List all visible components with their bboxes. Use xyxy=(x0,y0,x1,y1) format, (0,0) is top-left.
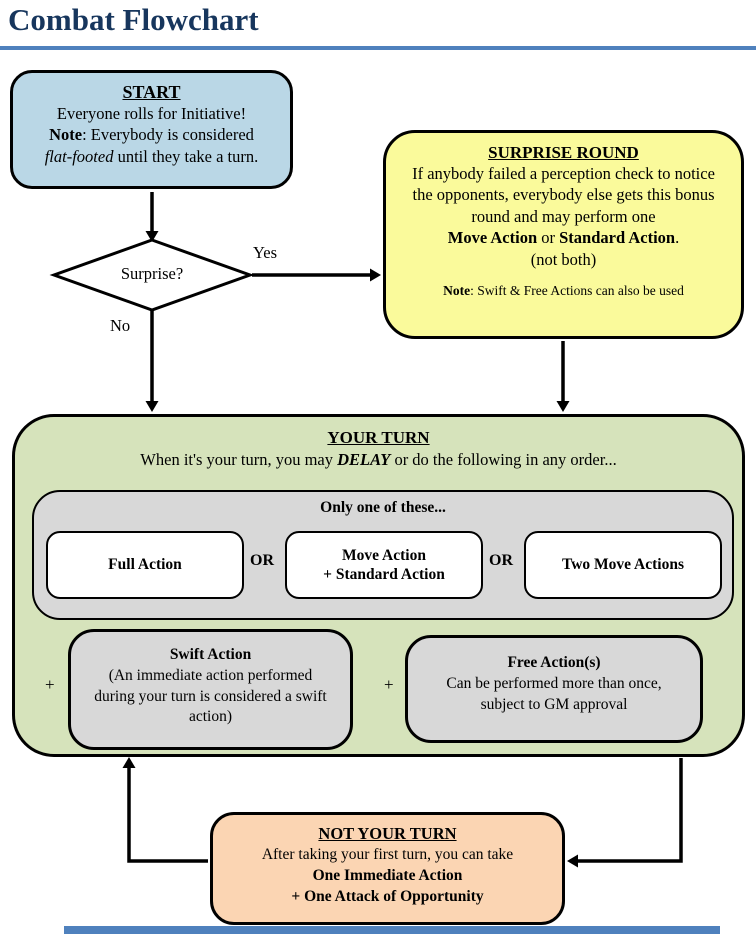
plus-label-2: + xyxy=(384,675,394,694)
move-standard-label xyxy=(323,546,445,585)
surprise-body xyxy=(400,163,727,227)
subtitle-post: or do the following in any order... xyxy=(390,450,617,469)
start-node xyxy=(10,70,293,189)
surprise-note-label: Note xyxy=(443,283,471,299)
free-action-title: Free Action(s) xyxy=(507,654,601,671)
arrow-not-your-turn-to-your-turn xyxy=(129,767,208,861)
surprise-heading: SURPRISE ROUND xyxy=(488,143,639,162)
arrowhead-not-your-turn-to-your-turn xyxy=(123,757,136,768)
start-line2-rest: : Everybody is considered xyxy=(82,125,254,145)
surprise-move-action: Move Action xyxy=(447,228,538,248)
subtitle-pre: When it's your turn, you may xyxy=(140,450,338,469)
start-note-label: Note xyxy=(49,125,83,145)
surprise-or-text: or xyxy=(537,228,560,248)
move-standard-line2: + Standard Action xyxy=(323,566,445,583)
plus-label-1: + xyxy=(45,675,55,694)
start-heading: START xyxy=(122,82,181,102)
arrow-your-turn-to-not-your-turn xyxy=(577,758,681,861)
surprise-body-text: If anybody failed a perception check to notice the opponents, everybody else gets this bonus round and may perform one xyxy=(412,164,715,226)
surprise-round-node xyxy=(383,130,744,339)
arrowhead-no-to-your-turn xyxy=(146,401,159,412)
arrowhead-your-turn-to-not-your-turn xyxy=(567,855,578,868)
page-title: Combat Flowchart xyxy=(8,2,259,37)
not-your-turn-node xyxy=(210,812,565,925)
not-your-turn-line1: After taking your first turn, you can take xyxy=(261,846,514,863)
two-move-label: Two Move Actions xyxy=(562,556,684,574)
surprise-standard-action: Standard Action xyxy=(559,228,676,248)
arrowhead-surprise-to-your-turn xyxy=(557,401,570,412)
not-your-turn-heading: NOT YOUR TURN xyxy=(318,824,457,843)
yes-branch-label: Yes xyxy=(253,243,278,262)
footer-rule xyxy=(64,926,720,934)
swift-action-node xyxy=(68,629,353,750)
or-label-1: OR xyxy=(250,552,274,569)
surprise-note-rest: : Swift & Free Actions can also be used xyxy=(470,283,684,299)
move-standard-line1: Move Action xyxy=(342,546,426,564)
free-action-node xyxy=(405,635,703,743)
full-action-label: Full Action xyxy=(108,556,182,574)
surprise-period: . xyxy=(675,228,680,248)
no-branch-label: No xyxy=(110,316,131,335)
start-line2 xyxy=(13,124,290,145)
swift-action-body: (An immediate action performed during your turn is considered a swift action) xyxy=(94,666,327,726)
only-one-label: Only one of these... xyxy=(320,499,446,516)
your-turn-node xyxy=(12,414,745,757)
start-line1: Everyone rolls for Initiative! xyxy=(56,104,247,123)
surprise-not-both: (not both) xyxy=(530,249,597,269)
or-label-2: OR xyxy=(489,552,513,569)
not-your-turn-line3: + One Attack of Opportunity xyxy=(291,888,484,906)
swift-action-title: Swift Action xyxy=(169,646,252,663)
only-one-group xyxy=(32,490,734,620)
your-turn-subtitle xyxy=(15,450,742,470)
surprise-actions-line xyxy=(400,227,727,248)
free-action-body: Can be performed more than once, subject to GM approval xyxy=(446,674,662,713)
surprise-note xyxy=(400,283,727,299)
your-turn-heading: YOUR TURN xyxy=(327,428,430,447)
arrowhead-yes-to-surprise xyxy=(370,269,381,282)
full-action-node xyxy=(46,531,244,599)
move-standard-node xyxy=(285,531,483,599)
decision-label: Surprise? xyxy=(120,264,184,283)
not-your-turn-line2: One Immediate Action xyxy=(312,867,463,885)
header-rule xyxy=(0,46,756,50)
start-flatfooted: flat-footed xyxy=(44,146,114,166)
start-line3-rest: until they take a turn. xyxy=(113,146,259,166)
subtitle-delay: DELAY xyxy=(337,450,391,469)
start-line3 xyxy=(13,146,290,167)
two-move-node xyxy=(524,531,722,599)
